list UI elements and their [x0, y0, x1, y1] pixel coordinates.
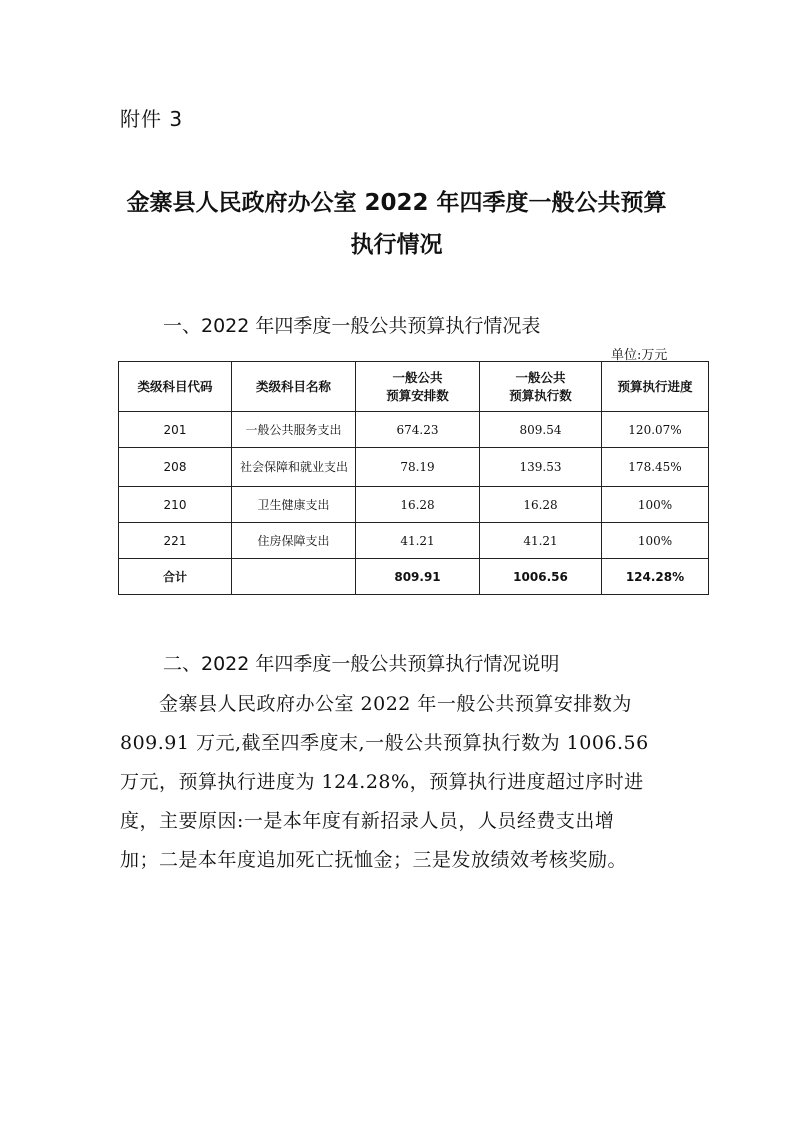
- total-label: 合计: [119, 559, 232, 595]
- cell-executed: 809.54: [480, 412, 602, 448]
- cell-code: 208: [119, 448, 232, 487]
- table-row: [119, 448, 709, 487]
- total-name: [232, 559, 356, 595]
- unit-label: 单位:万元: [611, 348, 668, 363]
- table-row: [119, 487, 709, 523]
- cell-planned: 41.21: [356, 523, 480, 559]
- header-planned: 一般公共 预算安排数: [356, 362, 480, 412]
- cell-executed: 139.53: [480, 448, 602, 487]
- cell-executed: 41.21: [480, 523, 602, 559]
- cell-name: 一般公共服务支出: [232, 412, 356, 448]
- cell-name: 卫生健康支出: [232, 487, 356, 523]
- cell-code: 201: [119, 412, 232, 448]
- total-executed: 1006.56: [480, 559, 602, 595]
- table-row: [119, 523, 709, 559]
- cell-code: 221: [119, 523, 232, 559]
- cell-planned: 78.19: [356, 448, 480, 487]
- header-progress: 预算执行进度: [602, 362, 709, 412]
- document-title-line2: 执行情况: [350, 232, 443, 258]
- paragraph-line: 度，主要原因:一是本年度有新招录人员，人员经费支出增: [120, 810, 615, 832]
- header-code: 类级科目代码: [119, 362, 232, 412]
- header-executed: 一般公共 预算执行数: [480, 362, 602, 412]
- cell-progress: 178.45%: [602, 448, 709, 487]
- cell-planned: 674.23: [356, 412, 480, 448]
- budget-table: [118, 361, 709, 595]
- cell-progress: 100%: [602, 487, 709, 523]
- cell-progress: 100%: [602, 523, 709, 559]
- document-title-line1: 金寨县人民政府办公室 2022 年四季度一般公共预算: [126, 190, 667, 216]
- paragraph-line: 金寨县人民政府办公室 2022 年一般公共预算安排数为: [120, 693, 632, 715]
- total-progress: 124.28%: [602, 559, 709, 595]
- attachment-label: 附件 3: [120, 107, 184, 131]
- paragraph-line: 809.91 万元,截至四季度末,一般公共预算执行数为 1006.56: [120, 732, 649, 754]
- table-total-row: [119, 559, 709, 595]
- section2-heading: 二、2022 年四季度一般公共预算执行情况说明: [163, 653, 560, 675]
- cell-name: 社会保障和就业支出: [232, 448, 356, 487]
- cell-name: 住房保障支出: [232, 523, 356, 559]
- header-name: 类级科目名称: [232, 362, 356, 412]
- paragraph-line: 万元，预算执行进度为 124.28%，预算执行进度超过序时进: [120, 771, 644, 793]
- cell-planned: 16.28: [356, 487, 480, 523]
- paragraph-line: 加；二是本年度追加死亡抚恤金；三是发放绩效考核奖励。: [120, 849, 628, 871]
- total-planned: 809.91: [356, 559, 480, 595]
- table-header-row: [119, 362, 709, 412]
- cell-code: 210: [119, 487, 232, 523]
- cell-progress: 120.07%: [602, 412, 709, 448]
- explanation-paragraph: [120, 685, 680, 880]
- section1-heading: 一、2022 年四季度一般公共预算执行情况表: [163, 315, 541, 337]
- table-row: [119, 412, 709, 448]
- cell-executed: 16.28: [480, 487, 602, 523]
